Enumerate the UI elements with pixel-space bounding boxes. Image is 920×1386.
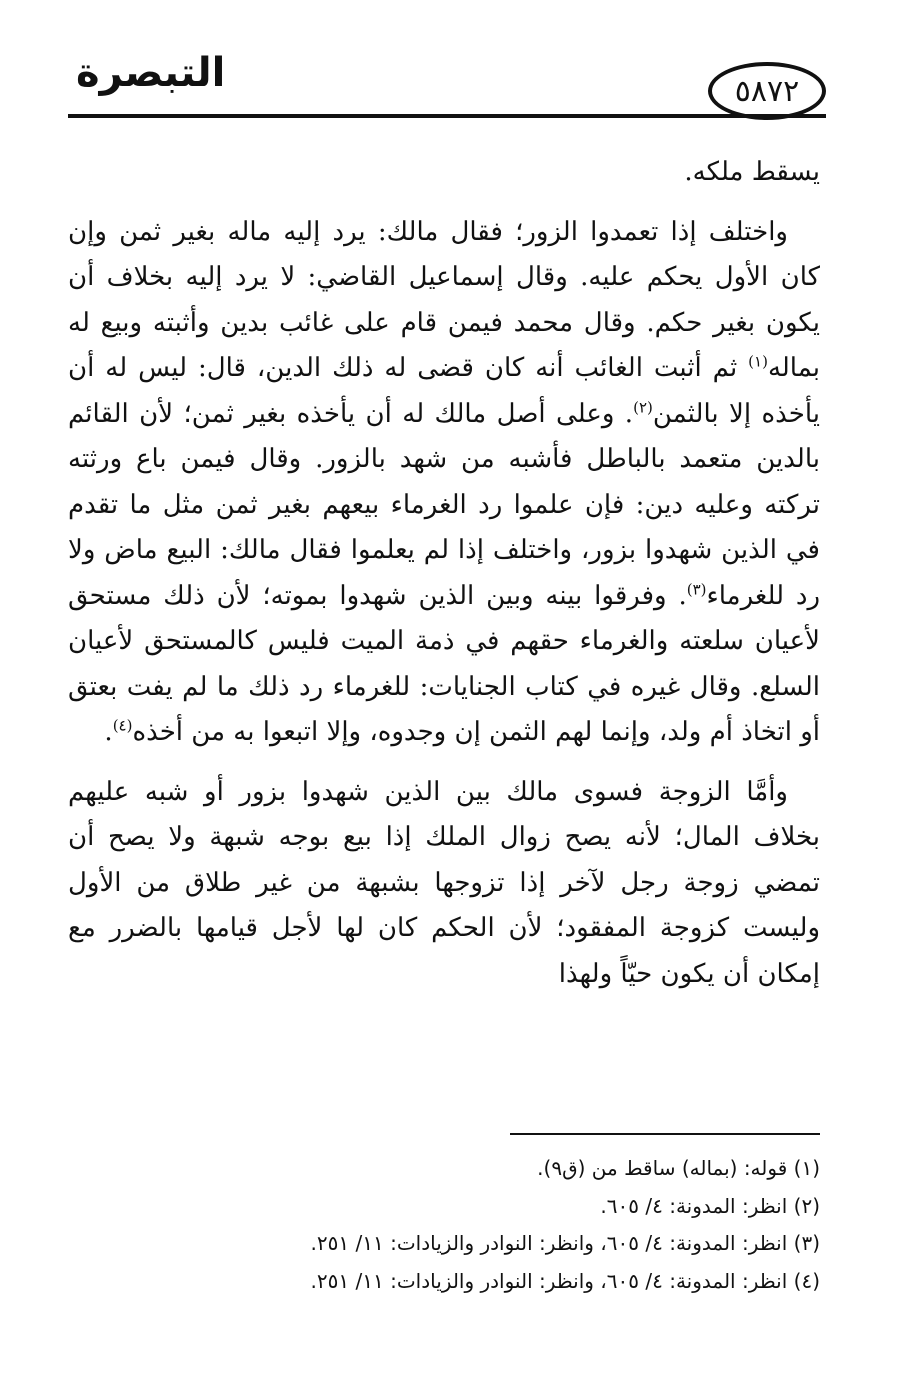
footnote-ref-3: (٣) [686, 579, 707, 598]
page-number-badge [708, 62, 826, 120]
paragraph-2-text-3: . وعلى أصل مالك له أن يأخذه بغير ثمن؛ لأن القائم بالدين متعمد بالباطل فأشبه من شهد بالزور. وقال فيمن باع ورثته تركته وعليه دين: فإن علموا رد الغرماء بيعهم بغير ثمن مثل ما تقدم في الذين شهدوا بزور، واختلف إذا لم يعلموا فقال مالك: البيع ماض ولا رد للغرماء [68, 398, 820, 611]
paragraph-2-text-5: . [104, 717, 113, 747]
paragraph-2-text-1: واختلف إذا تعمدوا الزور؛ فقال مالك: يرد إليه ماله بغير ثمن وإن كان الأول يحكم عليه. وقال إسماعيل القاضي: لا يرد إليه بخلاف أن يكون بغير حكم. وقال محمد فيمن قام على غائب بدين وأثبته وبيع له بماله [68, 216, 820, 383]
paragraph-3: وأمَّا الزوجة فسوى مالك بين الذين شهدوا بزور أو شبه عليهم بخلاف المال؛ لأنه يصح زوال الملك إذا بيع بوجه شبهة ولا يصح أن تمضي زوجة رجل لآخر إذا تزوجها بشبهة من غير طلاق من الأول وليست كزوجة المفقود؛ لأن الحكم كان لها لأجل قيامها بالضرر مع إمكان أن يكون حيّاً ولهذا [68, 776, 820, 989]
book-title: التبصرة [76, 50, 226, 96]
footnote-ref-1: (١) [748, 352, 768, 371]
footnote-ref-2: (٢) [633, 397, 653, 416]
footnote-4: (٤) انظر: المدونة: ٤/ ٦٠٥، وانظر: النوادر والزيادات: ١١/ ٢٥١. [310, 1268, 820, 1293]
main-text [68, 150, 820, 997]
paragraph-2 [68, 210, 820, 756]
page-number: ٥٨٧٢ [734, 73, 800, 109]
header-rule [68, 114, 826, 118]
footnote-rule [510, 1133, 820, 1135]
footnote-3: (٣) انظر: المدونة: ٤/ ٦٠٥، وانظر: النوادر والزيادات: ١١/ ٢٥١. [310, 1231, 820, 1255]
footnote-1: (١) قوله: (بماله) ساقط من (ق٩). [537, 1156, 820, 1180]
footnote-ref-4: (٤) [112, 716, 133, 735]
paragraph-2-text-2: ثم أثبت الغائب أنه كان قضى له ذلك الدين، قال: ليس له أن يأخذه إلا بالثمن [68, 353, 820, 429]
page-header [68, 44, 826, 120]
paragraph-1: يسقط ملكه. [684, 157, 820, 187]
footnotes [180, 1150, 820, 1300]
paragraph-2-text-4: . وفرقوا بينه وبين الذين شهدوا بموته؛ لأن ذلك مستحق لأعيان سلعته والغرماء حقهم في ذمة الميت فليس كالمستحق لأعيان السلع. وقال غيره في كتاب الجنايات: للغرماء رد ذلك ما لم يفت بعتق أو اتخاذ أم ولد، وإنما لهم الثمن إن وجدوه، وإلا اتبعوا به من أخذه [68, 580, 820, 747]
footnote-2: (٢) انظر: المدونة: ٤/ ٦٠٥. [600, 1193, 820, 1218]
